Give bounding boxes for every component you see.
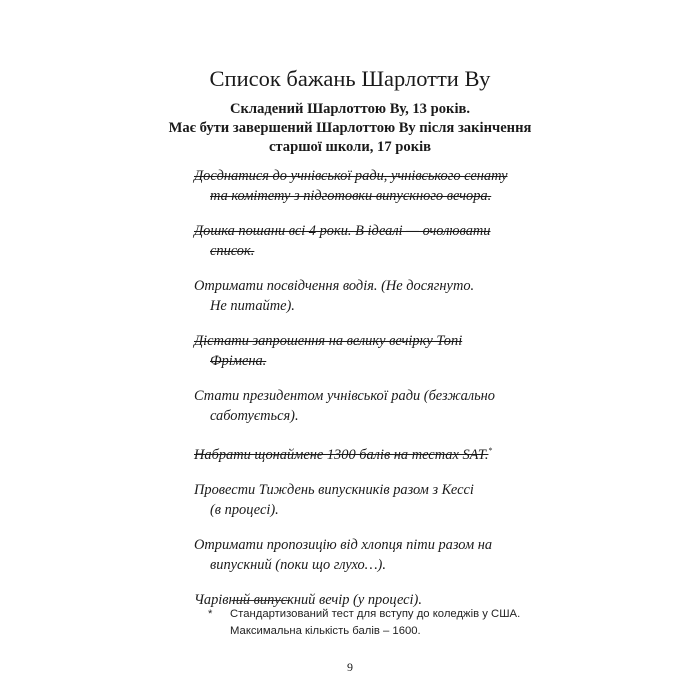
wish-list: [194, 166, 524, 625]
wish-list-item-text: випускний (поки що глухо…).: [210, 556, 386, 573]
wish-list-item-text: Отримати пропозицію від хлопця піти разом на: [194, 536, 493, 553]
wish-list-item-text: Дістати запрошення на велику вечірку Топі: [194, 333, 463, 349]
footnote-divider: [232, 600, 290, 601]
wish-list-item-line: [194, 500, 524, 520]
wish-list-item-text: список.: [210, 243, 255, 259]
wish-list-item-text: Набрати щонаймене 1300 балів на тестах SAT.: [194, 446, 489, 463]
wish-list-item-line: [194, 296, 524, 316]
wish-list-item: [194, 441, 524, 465]
page-subtitle: [150, 100, 550, 157]
footnote-line: Стандартизований тест для вступу до коледжів у США.: [230, 608, 521, 620]
subtitle-line: Має бути завершений Шарлоттою Ву після закінчення: [168, 120, 532, 136]
wish-list-item-line: [194, 480, 524, 500]
wish-list-item-text: (в процесі).: [210, 501, 279, 518]
wish-list-item-text: Фрімена.: [210, 353, 267, 369]
wish-list-item-text: Дошка пошани всі 4 роки. В ідеалі — очолювати: [194, 223, 491, 239]
subtitle-line: старшої школи, 17 років: [268, 139, 432, 155]
subtitle-line: Складений Шарлоттою Ву, 13 років.: [229, 101, 471, 117]
wish-list-item: [194, 276, 524, 316]
footnote-line: Максимальна кількість балів – 1600.: [230, 625, 421, 637]
wish-list-item: [194, 535, 524, 575]
wish-list-item-text: Не питайте).: [210, 298, 295, 314]
wish-list-item-line: [194, 241, 524, 261]
footnote-reference: *: [488, 446, 493, 455]
page-number: 9: [347, 660, 353, 674]
wish-list-item-line: [194, 166, 524, 186]
wish-list-item-text: Стати президентом учнівської ради (безжально: [194, 388, 495, 404]
wish-list-item-text: Отримати посвідчення водія. (Не досягнуто.: [194, 278, 475, 294]
wish-list-item-text: та комітету з підготовки випускного вечора.: [210, 188, 492, 204]
wish-list-item-text: Доєднатися до учнівської ради, учнівського сенату: [194, 168, 508, 184]
wish-list-item-line: [194, 331, 524, 351]
wish-list-item: [194, 480, 524, 520]
footnote: [208, 606, 528, 640]
wish-list-item: [194, 221, 524, 261]
wish-list-item-line: [194, 386, 524, 406]
footnote-mark: *: [208, 608, 213, 620]
wish-list-item-line: [194, 555, 524, 575]
wish-list-item: [194, 166, 524, 206]
wish-list-item: [194, 386, 524, 426]
page-title: Список бажань Шарлотти Ву: [209, 66, 491, 91]
wish-list-item-text: Чарівний випускний вечір (у процесі).: [194, 591, 422, 608]
wish-list-item-line: [194, 441, 524, 465]
wish-list-item-text: Провести Тиждень випускників разом з Кессі: [194, 481, 474, 498]
wish-list-item-line: [194, 221, 524, 241]
wish-list-item-text: саботується).: [210, 408, 299, 424]
wish-list-item: [194, 331, 524, 371]
wish-list-item-line: [194, 406, 524, 426]
wish-list-item-line: [194, 186, 524, 206]
wish-list-item-line: [194, 276, 524, 296]
wish-list-item-line: [194, 535, 524, 555]
wish-list-item-line: [194, 351, 524, 371]
